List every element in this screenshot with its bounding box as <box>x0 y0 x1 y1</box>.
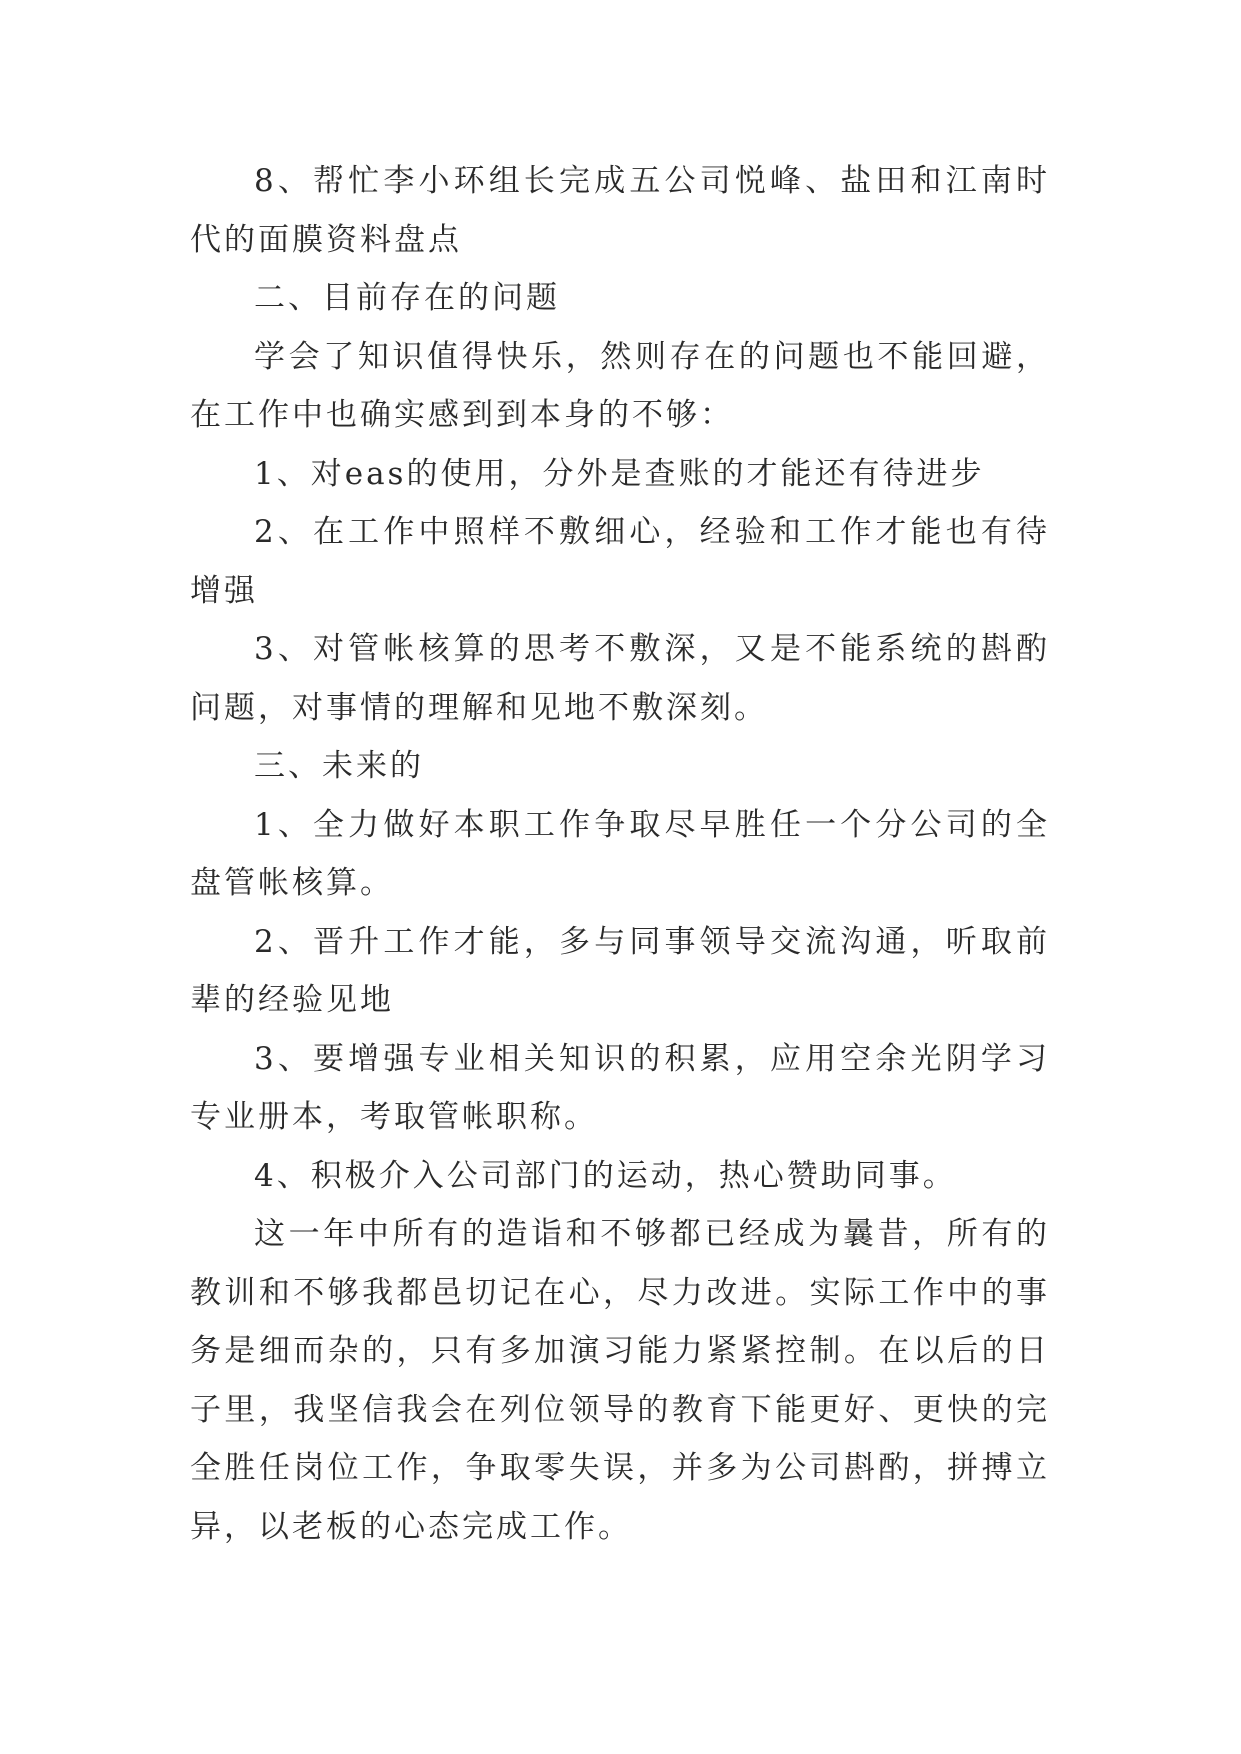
paragraph-future-3: 3、要增强专业相关知识的积累，应用空余光阴学习专业册本，考取管帐职称。 <box>190 1040 1050 1135</box>
paragraph-future-1: 1、全力做好本职工作争取尽早胜任一个分公司的全盘管帐核算。 <box>190 806 1050 901</box>
paragraph-problem-1: 1、对eas的使用，分外是查账的才能还有待进步 <box>254 455 985 492</box>
section-heading-problems: 二、目前存在的问题 <box>254 280 560 316</box>
paragraph-problem-2: 2、在工作中照样不敷细心，经验和工作才能也有待增强 <box>190 514 1050 609</box>
paragraph-problems-intro: 学会了知识值得快乐，然则存在的问题也不能回避，在工作中也确实感到到本身的不够： <box>190 338 1050 433</box>
document-body <box>190 152 1050 1556</box>
paragraph-conclusion: 这一年中所有的造诣和不够都已经成为曩昔，所有的教训和不够我都邑切记在心，尽力改进。实际工作中的事务是细而杂的，只有多加演习能力紧紧控制。在以后的日子里，我坚信我会在列位领导的教育下能更好、更快的完全胜任岗位工作，争取零失误，并多为公司斟酌，拼搏立异，以老板的心态完成工作。 <box>190 1216 1050 1545</box>
paragraph-problem-3: 3、对管帐核算的思考不敷深，又是不能系统的斟酌问题，对事情的理解和见地不敷深刻。 <box>190 631 1050 726</box>
section-heading-future: 三、未来的 <box>254 748 424 784</box>
paragraph-item-8: 8、帮忙李小环组长完成五公司悦峰、盐田和江南时代的面膜资料盘点 <box>190 163 1050 258</box>
paragraph-future-2: 2、晋升工作才能，多与同事领导交流沟通，听取前辈的经验见地 <box>190 923 1050 1018</box>
paragraph-future-4: 4、积极介入公司部门的运动，热心赞助同事。 <box>254 1157 957 1194</box>
